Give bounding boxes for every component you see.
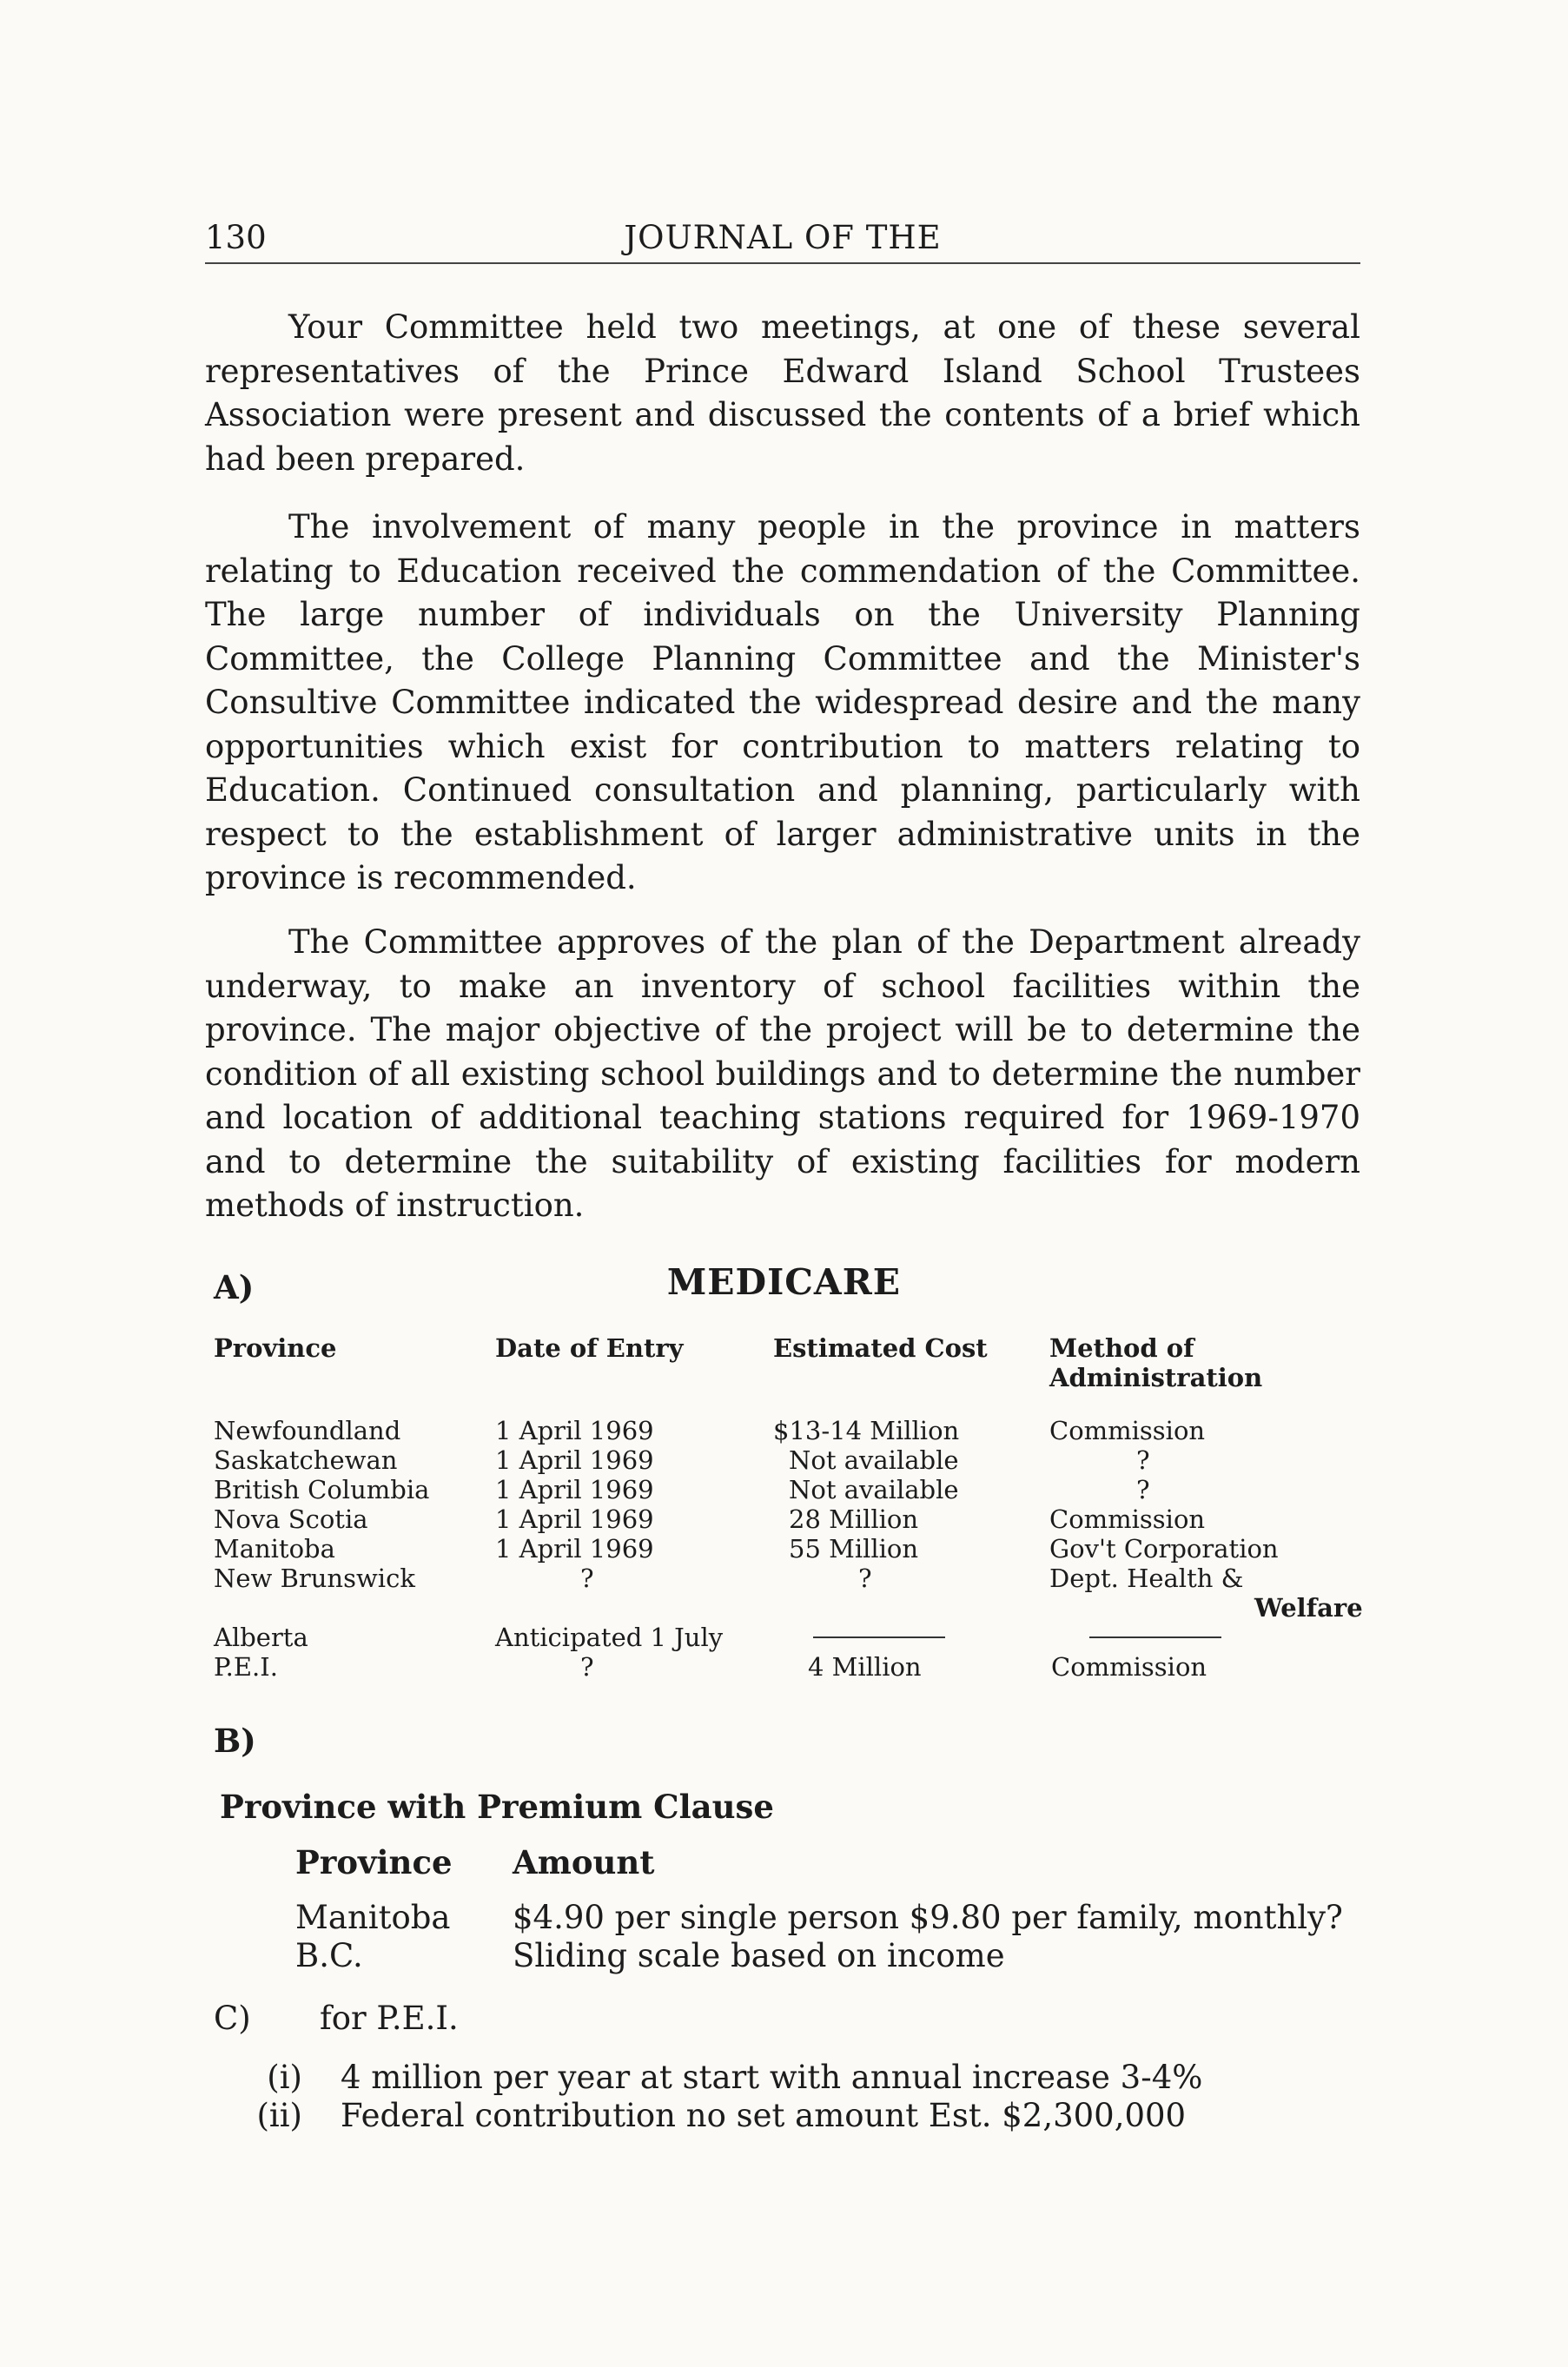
table-cell: Saskatchewan (214, 1445, 398, 1475)
paragraph: Your Committee held two meetings, at one of these several representatives of the Prince Edward Island School Trustees Association were present and discussed the contents of a brief which had been prepared. (205, 308, 1360, 478)
table-cell: ? (858, 1564, 872, 1593)
table-cell: 4 Million (808, 1652, 922, 1682)
table-cell: 1 April 1969 (495, 1445, 654, 1475)
table-cell: Commission (1051, 1652, 1207, 1682)
table-cell: Alberta (214, 1623, 308, 1652)
table-cell: Dept. Health & (1049, 1564, 1244, 1593)
table-cell: Manitoba (295, 1899, 451, 1936)
paragraph: The Committee approves of the plan of the Department already underway, to make an inventory of school facilities within the province. The major objective of the project will be to determine the condition of all existing school buildings and to determine the number and location of additional teaching stations required for 1969-1970 and to determine the suitability of existing facilities for modern methods of instruction. (205, 923, 1360, 1224)
table-cell: 1 April 1969 (495, 1475, 654, 1504)
section-label: A) (214, 1268, 255, 1306)
table-cell: 1 April 1969 (495, 1534, 654, 1564)
table-cell: P.E.I. (214, 1652, 278, 1682)
table-cell: $4.90 per single person $9.80 per family, monthly? (513, 1899, 1343, 1936)
section-label: C) (214, 2000, 251, 2037)
column-header: Method of Administration (1049, 1333, 1263, 1392)
table-cell: Nova Scotia (214, 1504, 368, 1534)
section-heading: Province with Premium Clause (220, 1788, 774, 1826)
list-item: 4 million per year at start with annual increase 3-4% (341, 2059, 1203, 2096)
table-cell: $13-14 Million (773, 1416, 960, 1445)
table-cell: Not available (789, 1445, 959, 1475)
dash-line (1089, 1636, 1221, 1638)
table-cell: Manitoba (214, 1534, 335, 1564)
dash-line (813, 1636, 945, 1638)
running-head: JOURNAL OF THE (624, 219, 942, 256)
column-header: Province (214, 1333, 337, 1363)
table-cell: Newfoundland (214, 1416, 401, 1445)
page-header (205, 212, 1360, 264)
table-cell: 1 April 1969 (495, 1504, 654, 1534)
table-cell: Anticipated 1 July (495, 1623, 724, 1652)
table-cell: Gov't Corporation (1049, 1534, 1279, 1564)
table-cell: Commission (1049, 1416, 1206, 1445)
table-cell: B.C. (295, 1937, 363, 1974)
paragraph: The involvement of many people in the province in matters relating to Education received the commendation of the Committee. The large number of individuals on the University Planning Committee, the College Planning Committee and the Minister's Consultive Committee indicated the widespread desire and the many opportunities which exist for contribution to matters relating to Education. Continued consultation and planning, particularly with respect to the establishment of larger administrative units in the province is recommended. (205, 508, 1360, 896)
table-cell: Not available (789, 1475, 959, 1504)
table-cell: 1 April 1969 (495, 1416, 654, 1445)
list-number: (ii) (256, 2097, 302, 2134)
table-cell: ? (1136, 1445, 1150, 1475)
table-cell: New Brunswick (214, 1564, 415, 1593)
table-cell: Welfare (1254, 1593, 1363, 1623)
table-cell: 28 Million (789, 1504, 919, 1534)
column-header: Date of Entry (495, 1333, 684, 1363)
table-cell: 55 Million (789, 1534, 919, 1564)
table-cell: ? (580, 1652, 594, 1682)
table-cell: ? (580, 1564, 594, 1593)
table-cell: ? (1136, 1475, 1150, 1504)
column-header: Estimated Cost (773, 1333, 988, 1363)
section-title: MEDICARE (666, 1261, 902, 1303)
section-text: for P.E.I. (320, 2000, 459, 2037)
table-cell: Commission (1049, 1504, 1206, 1534)
column-header: Amount (513, 1843, 655, 1881)
list-number: (i) (267, 2059, 302, 2096)
list-item: Federal contribution no set amount Est. $2,300,000 (341, 2097, 1187, 2134)
page-number: 130 (205, 219, 267, 256)
table-cell: British Columbia (214, 1475, 430, 1504)
section-label: B) (214, 1722, 256, 1760)
column-header: Province (295, 1843, 453, 1881)
table-cell: Sliding scale based on income (513, 1937, 1005, 1974)
